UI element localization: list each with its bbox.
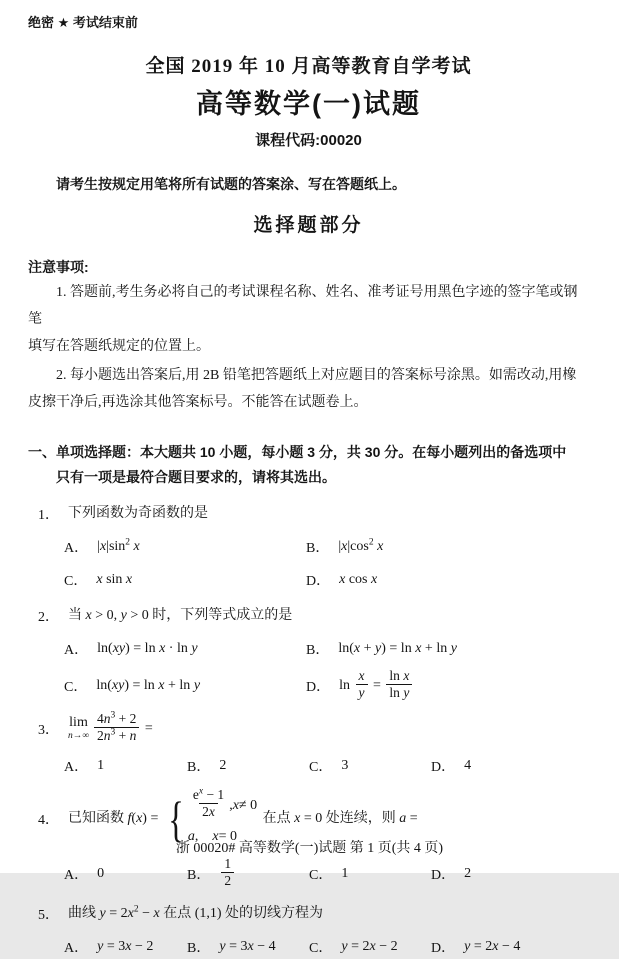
- math-text: x: [158, 678, 165, 694]
- option: [431, 935, 589, 959]
- math-text: + ln: [421, 641, 451, 656]
- option-value: [96, 678, 200, 694]
- math-text: 1: [224, 856, 232, 872]
- option-label: B．: [187, 760, 211, 776]
- math-superscript: 3: [110, 727, 116, 738]
- left-brace: {: [168, 791, 184, 848]
- option-label: C．: [309, 868, 333, 884]
- math-text: x: [373, 539, 384, 554]
- section-one-heading-line-1: 一、单项选择题：本大题共 10 小题，每小题 3 分，共 30 分。在每小题列出的备选项中: [28, 444, 567, 460]
- option: [187, 935, 309, 959]
- math-text: = 2: [105, 906, 128, 922]
- math-text: − 4: [253, 939, 276, 955]
- math-text: x: [369, 939, 376, 955]
- math-text: = 2: [470, 939, 493, 955]
- option-value: [339, 572, 377, 588]
- limit-operator: [69, 716, 88, 731]
- math-text: x: [208, 803, 215, 819]
- option-label: C．: [64, 680, 88, 696]
- math-text: 当: [68, 608, 86, 623]
- option-label: B．: [306, 643, 330, 658]
- math-text: 1: [341, 866, 349, 882]
- math-text: (: [131, 811, 137, 827]
- question-header: [28, 501, 589, 526]
- math-text: |cos: [347, 539, 369, 554]
- option-value: [339, 670, 414, 702]
- answer-sheet-notice: 请考生按规定用笔将所有试题的答案涂、写在答题纸上。: [56, 176, 406, 192]
- math-text: x: [415, 641, 422, 656]
- option-value: [338, 641, 457, 657]
- option-value: [341, 939, 397, 955]
- option-label: C．: [309, 760, 333, 776]
- math-text: x: [96, 572, 103, 587]
- math-superscript: 2: [368, 537, 374, 548]
- option-value: [338, 539, 383, 555]
- option-label: D．: [431, 868, 456, 884]
- question-header: [28, 603, 589, 628]
- math-text: ) = ln: [124, 678, 159, 694]
- options-row: [28, 637, 589, 661]
- option: [306, 670, 589, 702]
- math-text: 0: [97, 866, 105, 882]
- math-text: y: [464, 939, 471, 955]
- question-number: 4．: [38, 813, 59, 829]
- fraction-numerator: [356, 668, 368, 684]
- options-row: [28, 670, 589, 702]
- math-text: x: [403, 668, 410, 683]
- option-value: [96, 572, 132, 588]
- question: [28, 710, 589, 778]
- math-text: a: [399, 811, 407, 827]
- options-row: [28, 754, 589, 778]
- math-text: 4: [464, 758, 472, 774]
- math-text: y: [375, 641, 382, 656]
- options-row: [28, 935, 589, 959]
- math-text: ln: [389, 684, 404, 700]
- math-text: x: [153, 906, 160, 922]
- option-label: C．: [309, 941, 333, 957]
- option: [187, 754, 309, 778]
- math-text: x: [232, 797, 239, 813]
- math-text: 在点 (1,1) 处的切线方程为: [159, 906, 324, 922]
- option-value: [97, 758, 104, 774]
- math-text: f: [127, 811, 132, 827]
- piecewise-row: [188, 786, 258, 821]
- math-text: 4: [97, 711, 104, 727]
- question: [28, 501, 589, 592]
- math-text: ) = ln: [381, 641, 416, 656]
- math-superscript: 2: [133, 904, 139, 915]
- option-value: [341, 866, 348, 882]
- math-text: cos: [345, 572, 372, 587]
- math-text: x: [371, 572, 378, 587]
- math-text: = 0 处连续，则: [300, 811, 400, 827]
- question-stem: [68, 501, 208, 526]
- question-header: [28, 901, 589, 926]
- math-text: y: [341, 939, 348, 955]
- secrecy-banner: 绝密 ★ 考试结束前: [28, 15, 138, 30]
- math-text: x: [130, 539, 140, 554]
- math-text: =: [406, 811, 418, 827]
- option-value: [464, 758, 471, 774]
- option: [431, 754, 589, 778]
- math-text: x: [127, 906, 134, 922]
- math-fraction: [190, 787, 227, 819]
- math-text: 2: [224, 872, 232, 888]
- math-text: n: [68, 730, 73, 741]
- math-text: =: [141, 721, 153, 737]
- math-text: |sin: [106, 539, 126, 554]
- options-row: [28, 568, 589, 592]
- option-value: [219, 858, 236, 890]
- math-fraction: [386, 668, 412, 700]
- option-label: D．: [431, 941, 456, 957]
- question: [28, 603, 589, 702]
- options-row: [28, 858, 589, 890]
- math-limit: [68, 716, 89, 742]
- math-text: x: [341, 539, 348, 554]
- math-text: n: [103, 711, 111, 727]
- math-text: ln(: [338, 641, 354, 656]
- option-value: [341, 758, 348, 774]
- math-text: lim: [69, 715, 88, 731]
- math-text: ln: [339, 678, 354, 694]
- question-header: [28, 710, 589, 745]
- note-2-line-2: 皮擦干净后,再选涂其他答案标号。不能答在试题卷上。: [28, 395, 368, 410]
- math-text: y: [219, 939, 226, 955]
- math-text: 3: [341, 758, 349, 774]
- fraction-numerator: [386, 668, 412, 684]
- math-text: 下列函数为奇函数的是: [68, 506, 208, 521]
- math-text: = 0: [218, 829, 237, 845]
- option-value: [97, 539, 140, 555]
- math-text: 2: [219, 758, 227, 774]
- fraction-denominator: [199, 803, 218, 820]
- option: [306, 568, 589, 592]
- limit-subscript: [68, 732, 89, 742]
- math-text: x: [353, 641, 361, 656]
- math-text: x: [247, 939, 254, 955]
- option-label: D．: [306, 680, 331, 696]
- math-text: xy: [111, 678, 125, 694]
- math-text: +: [115, 727, 130, 743]
- choice-section-title: 选择题部分: [253, 215, 364, 236]
- fraction-numerator: [94, 711, 139, 727]
- math-fraction: [94, 711, 139, 743]
- math-text: + 2: [115, 711, 137, 727]
- option: [64, 568, 306, 592]
- math-superscript: 2: [125, 537, 131, 548]
- note-1-line-2: 填写在答题纸规定的位置上。: [28, 339, 210, 354]
- question-stem: [68, 710, 153, 745]
- math-text: 在点: [259, 811, 295, 827]
- notes-title: 注意事项:: [28, 259, 89, 275]
- question-number: 1．: [38, 507, 59, 523]
- math-superscript: x: [198, 786, 204, 797]
- math-text: − 4: [498, 939, 521, 955]
- options-row: [28, 535, 589, 559]
- math-text: 2: [464, 866, 472, 882]
- page-footer: 浙 00020# 高等数学(一)试题 第 1 页(共 4 页): [175, 841, 444, 856]
- question-number: 2．: [38, 609, 59, 625]
- option-value: [97, 641, 197, 657]
- option-label: A．: [64, 643, 89, 658]
- math-text: x: [339, 572, 346, 587]
- option-value: [464, 866, 471, 882]
- math-text: xy: [112, 641, 126, 656]
- question: [28, 901, 589, 959]
- option-label: A．: [64, 941, 89, 957]
- math-text: ) =: [142, 811, 162, 827]
- math-text: = 3: [225, 939, 248, 955]
- option: [64, 637, 306, 661]
- fraction-denominator: [386, 684, 412, 701]
- math-text: −: [138, 906, 154, 922]
- math-text: = 2: [347, 939, 370, 955]
- math-text: ,: [229, 797, 233, 813]
- option: [187, 858, 309, 890]
- option: [64, 858, 187, 890]
- math-text: 2: [202, 803, 209, 819]
- math-text: − 1: [203, 787, 225, 803]
- question-number: 3．: [38, 723, 59, 739]
- math-text: sin: [102, 572, 126, 587]
- math-text: =: [369, 678, 385, 694]
- section-one-heading-line-2: 只有一项是最符合题目要求的，请将其选出。: [56, 469, 336, 485]
- option-label: A．: [64, 541, 89, 556]
- math-text: · ln: [165, 641, 192, 656]
- math-text: n: [103, 727, 111, 743]
- math-text: 已知函数: [68, 811, 128, 827]
- math-text: 1: [97, 758, 105, 774]
- math-text: − 2: [375, 939, 398, 955]
- math-text: x: [159, 641, 166, 656]
- option-value: [219, 758, 226, 774]
- option: [309, 754, 431, 778]
- math-text: ln(: [96, 678, 112, 694]
- option-label: B．: [306, 541, 330, 556]
- math-text: = 3: [103, 939, 126, 955]
- math-fraction: [221, 856, 234, 888]
- math-text: x: [125, 572, 133, 587]
- note-2-line-1: 2. 每小题选出答案后,用 2B 铅笔把答题纸上对应题目的答案标号涂黑。如需改动,用橡: [56, 368, 577, 383]
- exam-session-title: 全国 2019 年 10 月高等教育自学考试: [145, 56, 472, 77]
- question-number: 5．: [38, 907, 59, 923]
- questions-list: [28, 501, 589, 959]
- fraction-denominator: [94, 727, 139, 744]
- math-text: x: [358, 668, 365, 683]
- math-text: a: [187, 829, 195, 845]
- math-text: y: [450, 641, 457, 656]
- math-text: y: [99, 906, 106, 922]
- math-fraction: [356, 668, 368, 700]
- math-text: y: [191, 641, 198, 656]
- math-text: − 2: [131, 939, 154, 955]
- math-text: |: [338, 539, 342, 554]
- math-text: +: [360, 641, 376, 656]
- option: [309, 858, 431, 890]
- math-text: x: [294, 811, 301, 827]
- math-superscript: 3: [110, 710, 116, 721]
- fraction-numerator: [221, 856, 234, 872]
- option: [64, 754, 187, 778]
- math-text: |: [97, 539, 100, 554]
- option-label: B．: [187, 941, 211, 957]
- math-text: x: [136, 811, 143, 827]
- math-text: 曲线: [68, 906, 100, 922]
- fraction-denominator: [356, 684, 368, 701]
- note-1-line-1: 1. 答题前,考生务必将自己的考试课程名称、姓名、准考证号用黑色字迹的签字笔或钢笔: [28, 285, 578, 327]
- option: [64, 670, 306, 702]
- math-text: x: [212, 829, 219, 845]
- option: [309, 935, 431, 959]
- fraction-denominator: [221, 872, 234, 889]
- math-text: + ln: [164, 678, 194, 694]
- math-text: y: [193, 678, 201, 694]
- option-label: D．: [431, 760, 456, 776]
- option-value: [97, 866, 104, 882]
- math-text: y: [120, 608, 127, 623]
- option-label: A．: [64, 760, 89, 776]
- option-value: [219, 939, 275, 955]
- math-text: x: [99, 539, 107, 554]
- course-code: 课程代码:00020: [255, 132, 362, 149]
- option-label: A．: [64, 868, 89, 884]
- math-text: 2: [97, 727, 104, 743]
- math-text: ln: [389, 668, 404, 683]
- math-text: ) = ln: [125, 641, 160, 656]
- paper-title: 高等数学(一)试题: [196, 89, 421, 119]
- math-text: y: [97, 939, 104, 955]
- question-stem: [68, 901, 323, 926]
- option-label: C．: [64, 574, 88, 589]
- option: [64, 535, 306, 559]
- math-text: ,: [194, 829, 213, 845]
- math-text: ≠ 0: [238, 797, 258, 813]
- option-label: D．: [306, 574, 331, 589]
- math-text: > 0 时，下列等式成立的是: [126, 608, 293, 623]
- option: [306, 535, 589, 559]
- math-text: x: [85, 608, 92, 623]
- math-text: y: [358, 684, 365, 700]
- math-text: n: [129, 727, 137, 743]
- math-text: ln(: [97, 641, 113, 656]
- option-value: [97, 939, 153, 955]
- option: [431, 858, 589, 890]
- math-text: y: [403, 684, 410, 700]
- math-text: x: [125, 939, 132, 955]
- math-text: x: [492, 939, 499, 955]
- option: [64, 935, 187, 959]
- math-text: e: [192, 787, 199, 803]
- option-value: [464, 939, 520, 955]
- math-text: > 0,: [91, 608, 121, 623]
- option: [306, 637, 589, 661]
- option-label: B．: [187, 868, 211, 884]
- fraction-numerator: [190, 787, 227, 803]
- question-stem: [68, 603, 292, 628]
- math-text: →∞: [72, 730, 90, 741]
